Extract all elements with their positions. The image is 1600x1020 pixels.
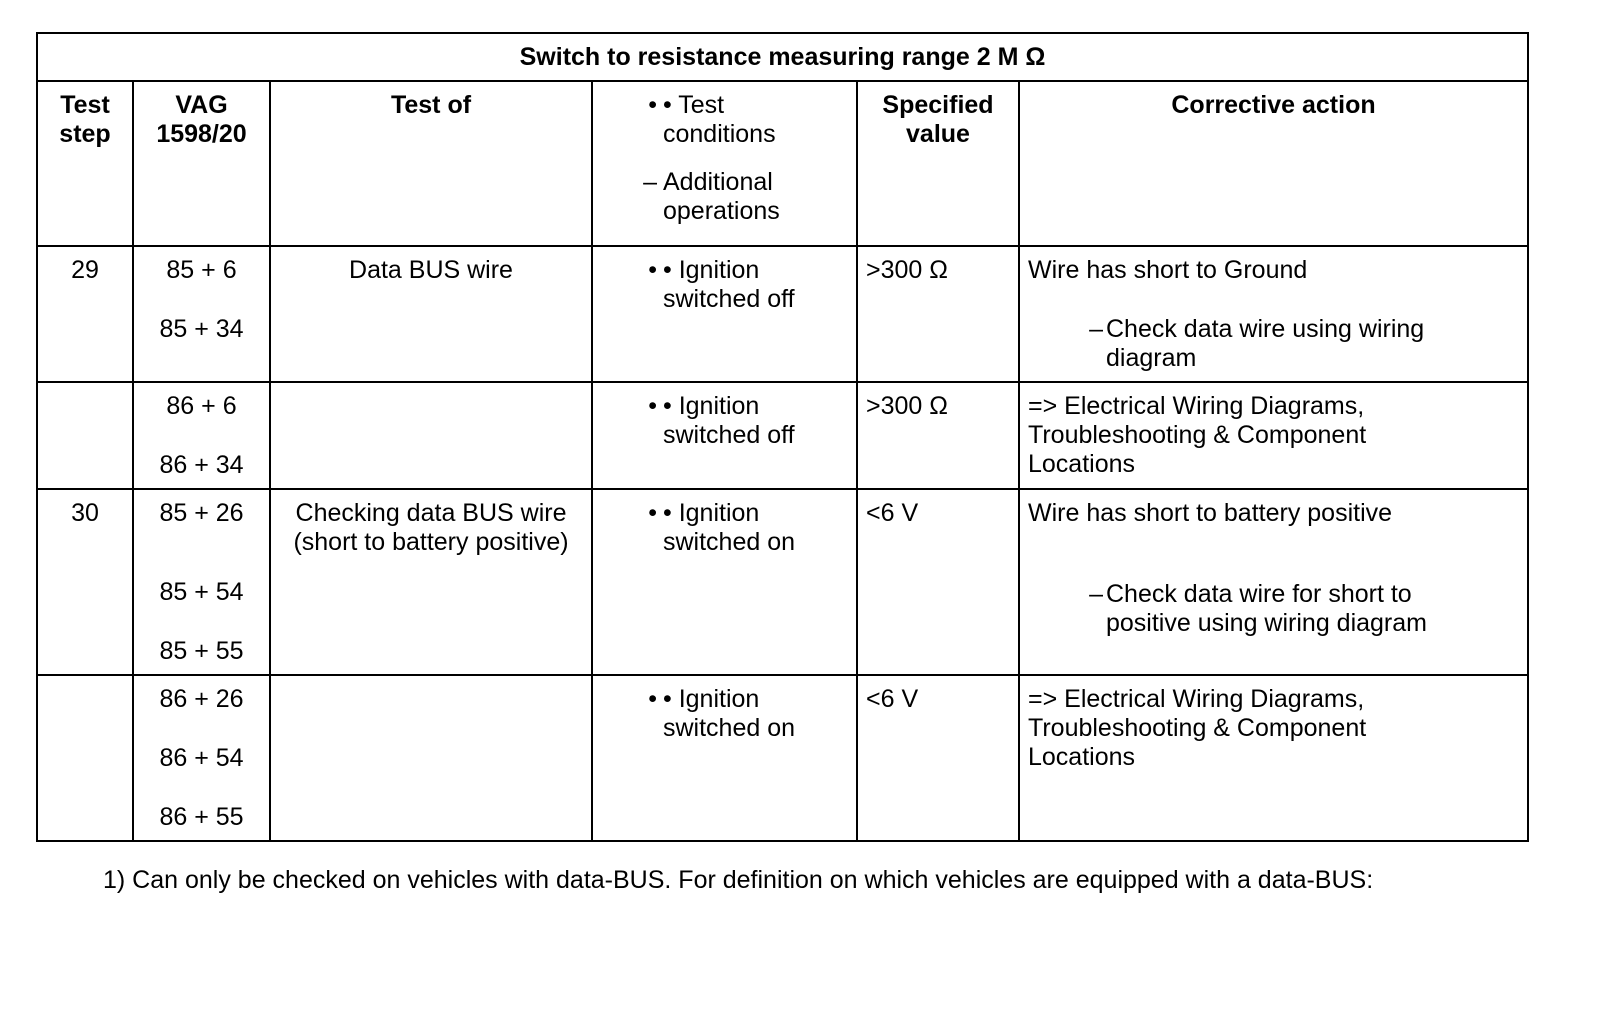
header-row (37, 81, 1528, 246)
specified-value-cell: >300 Ω (857, 246, 1019, 382)
bullet-icon: • (648, 256, 657, 284)
header-specified-value: Specified value (857, 81, 1019, 246)
vag-cell: 86 + 6 86 + 34 (133, 382, 270, 489)
dash-icon: – (643, 168, 657, 196)
condition-cell: • • Ignition switched on (592, 675, 857, 841)
table-title-row (37, 33, 1528, 81)
table-row (37, 489, 1528, 675)
header-corrective-action: Corrective action (1019, 81, 1528, 246)
header-vag: VAG 1598/20 (133, 81, 270, 246)
condition-cell: • • Ignition switched off (592, 246, 857, 382)
dash-icon: – (1089, 315, 1103, 343)
condition-cell: • • Ignition switched on (592, 489, 857, 675)
vag-cell: 86 + 26 86 + 54 86 + 55 (133, 675, 270, 841)
bullet-icon: • (648, 499, 657, 527)
test-step-cell (37, 382, 133, 489)
test-step-cell: 29 (37, 246, 133, 382)
test-step-cell (37, 675, 133, 841)
test-of-cell: Checking data BUS wire (short to battery positive) (270, 489, 592, 675)
bullet-icon: • (648, 685, 657, 713)
vag-cell: 85 + 6 85 + 34 (133, 246, 270, 382)
test-step-cell: 30 (37, 489, 133, 675)
corrective-action-cell: Wire has short to battery positive – Check data wire for short to positive using wiring diagram (1019, 489, 1528, 675)
test-of-cell (270, 675, 592, 841)
bullet-icon: • (648, 392, 657, 420)
table-title: Switch to resistance measuring range 2 M Ω (37, 33, 1528, 81)
test-table (36, 32, 1529, 842)
dash-icon: – (1089, 580, 1103, 608)
table-row (37, 675, 1528, 841)
specified-value-cell: <6 V (857, 675, 1019, 841)
specified-value-cell: >300 Ω (857, 382, 1019, 489)
corrective-action-cell: Wire has short to Ground – Check data wire using wiring diagram (1019, 246, 1528, 382)
header-test-step: Test step (37, 81, 133, 246)
specified-value-cell: <6 V (857, 489, 1019, 675)
corrective-action-cell: => Electrical Wiring Diagrams, Troubleshooting & Component Locations (1019, 675, 1528, 841)
test-of-cell (270, 382, 592, 489)
condition-cell: • • Ignition switched off (592, 382, 857, 489)
header-conditions: • • Test conditions – Additional operations (592, 81, 857, 246)
header-test-of: Test of (270, 81, 592, 246)
bullet-icon: • (648, 91, 657, 119)
footnote: 1) Can only be checked on vehicles with data-BUS. For definition on which vehicles are equipped with a data-BUS: (103, 866, 1374, 894)
table-row (37, 246, 1528, 382)
test-of-cell: Data BUS wire (270, 246, 592, 382)
vag-cell: 85 + 26 85 + 54 85 + 55 (133, 489, 270, 675)
table-row (37, 382, 1528, 489)
corrective-action-cell: => Electrical Wiring Diagrams, Troubleshooting & Component Locations (1019, 382, 1528, 489)
